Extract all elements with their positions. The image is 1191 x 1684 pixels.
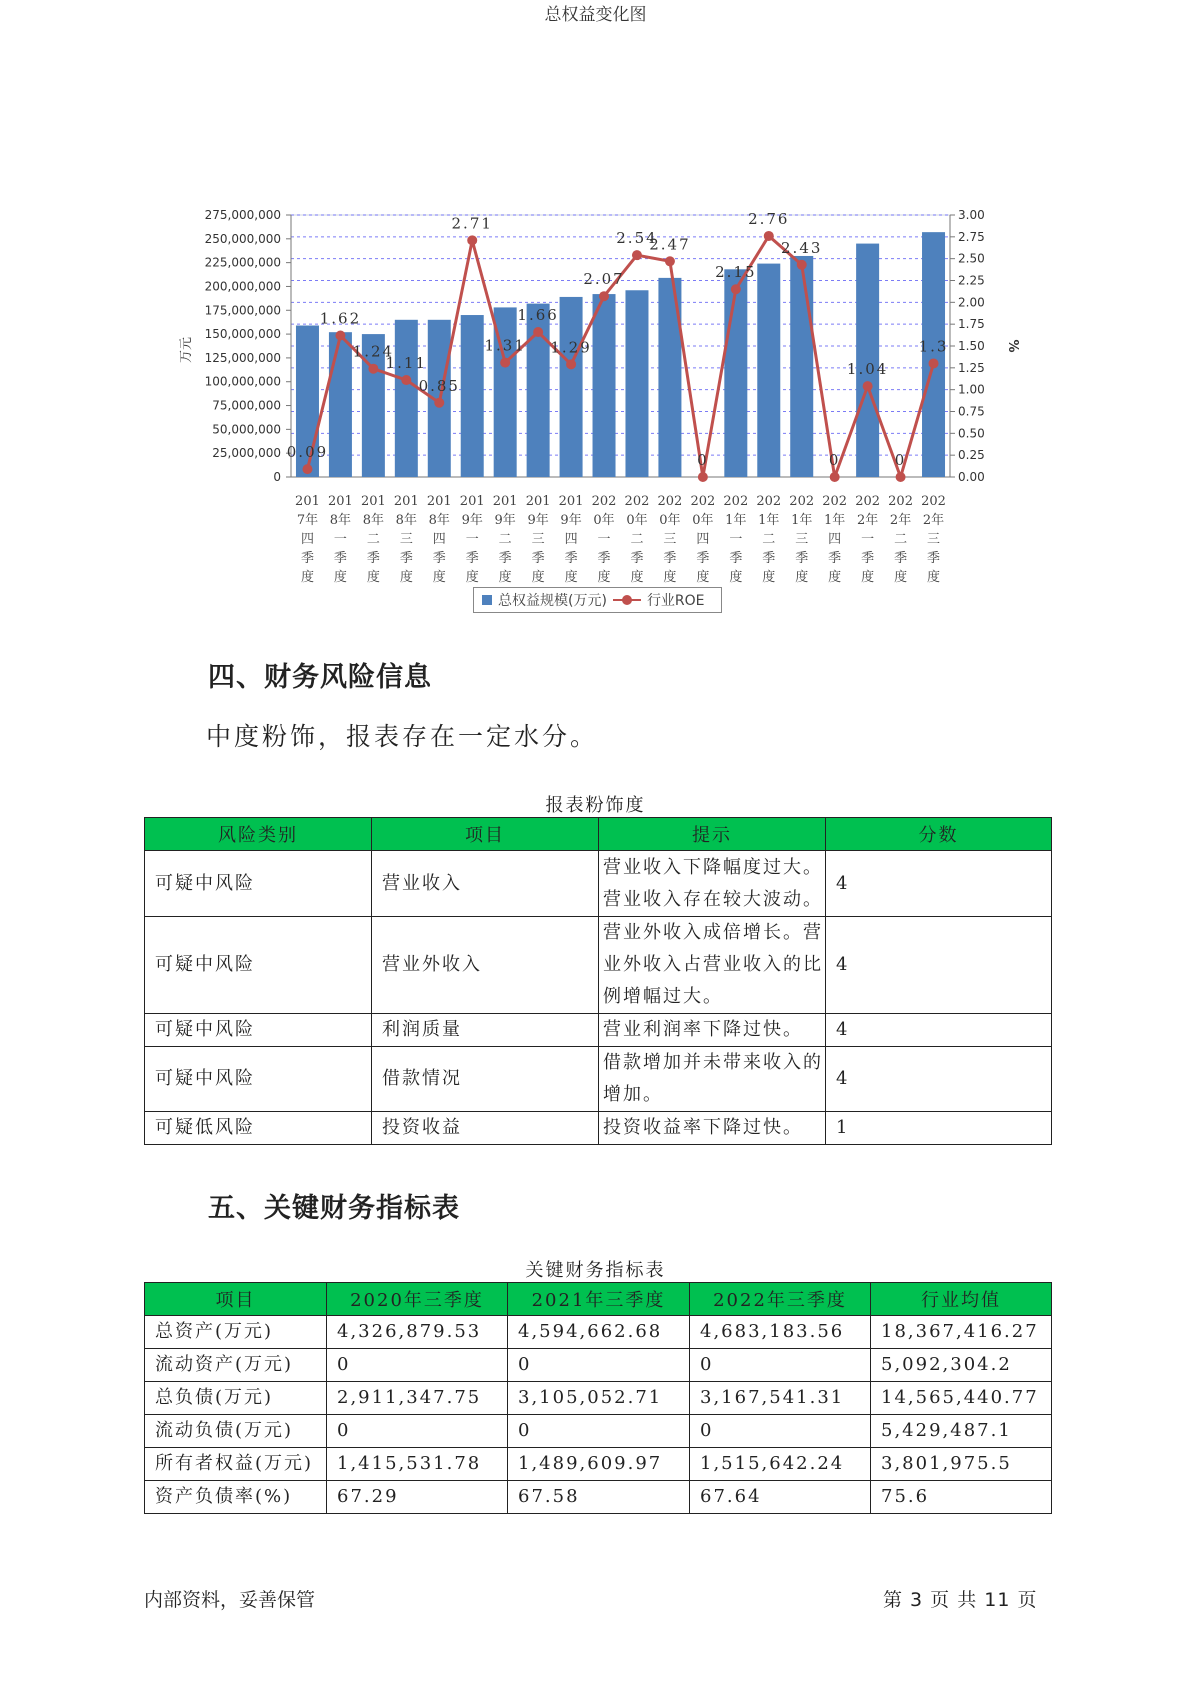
kpi-value: 14,565,440.77 [871,1382,1052,1415]
x-tick-label: 三 [663,532,677,547]
left-tick-label: 50,000,000 [212,422,281,437]
x-tick-label: 季 [663,551,677,566]
roe-point [830,472,840,482]
risk-score: 4 [826,1047,1052,1112]
x-tick-label: 度 [465,570,479,585]
kpi-value: 2,911,347.75 [327,1382,508,1415]
x-tick-label: 季 [894,551,908,566]
equity-chart [0,0,1191,600]
risk-score: 4 [826,851,1052,917]
x-tick-label: 二 [894,532,908,547]
x-tick-label: 9年 [527,513,549,528]
x-tick-label: 一 [465,532,479,547]
roe-data-label: 2.47 [649,235,691,254]
left-tick-label: 275,000,000 [204,208,281,222]
roe-data-label: 0 [828,451,841,469]
x-tick-label: 202 [591,494,617,509]
kpi-value: 0 [690,1415,871,1448]
x-tick-label: 一 [333,532,347,547]
x-tick-label: 201 [525,494,551,509]
table-row [145,1112,1052,1145]
x-tick-label: 季 [597,551,611,566]
x-tick-label: 0年 [626,513,648,528]
x-tick-label: 0年 [593,513,615,528]
risk-tip: 营业利润率下降过快。 [599,1014,826,1047]
kpi-value: 67.58 [508,1481,690,1514]
header-cell: 提示 [599,818,826,851]
section4-heading: 四、财务风险信息 [208,662,432,693]
x-tick-label: 202 [921,494,946,509]
risk-score: 4 [826,917,1052,1014]
risk-score: 1 [826,1112,1052,1145]
x-tick-label: 一 [597,532,611,547]
roe-data-label: 1.24 [352,342,395,361]
risk-item: 营业收入 [372,851,599,917]
kpi-value: 3,801,975.5 [871,1448,1052,1481]
x-tick-label: 度 [531,570,545,585]
header-cell: 风险类别 [145,818,372,851]
roe-data-label: 1.04 [846,360,889,379]
x-tick-label: 三 [795,532,809,547]
roe-point [401,375,411,385]
x-tick-label: 2年 [922,513,945,528]
roe-point [896,472,906,482]
risk-item: 借款情况 [372,1047,599,1112]
x-tick-label: 季 [399,551,413,566]
kpi-value: 0 [508,1415,690,1448]
risk-category: 可疑中风险 [145,1014,372,1047]
x-tick-label: 202 [690,494,716,509]
risk-tip: 借款增加并未带来收入的增加。 [599,1047,826,1112]
bar [724,269,747,477]
x-tick-label: 度 [927,570,941,585]
x-tick-label: 201 [328,494,353,509]
footer-page-number: 第 3 页 共 11 页 [883,1589,1038,1611]
roe-point [302,464,312,474]
roe-data-label: 1.66 [517,306,559,325]
bar [395,320,418,477]
x-tick-label: 度 [663,570,677,585]
kpi-name: 总资产(万元) [145,1316,327,1349]
right-tick-label: 1.50 [958,339,985,353]
kpi-value: 0 [327,1415,508,1448]
kpi-value: 3,167,541.31 [690,1382,871,1415]
kpi-value: 1,515,642.24 [690,1448,871,1481]
bar [329,332,352,477]
header-cell: 2021年三季度 [508,1283,690,1316]
risk-category: 可疑中风险 [145,917,372,1014]
roe-point [863,381,873,391]
x-tick-label: 8年 [362,513,385,528]
legend-line-swatch [613,594,641,606]
left-tick-label: 125,000,000 [204,350,281,365]
roe-data-label: 1.29 [550,338,592,357]
risk-tip: 营业外收入成倍增长。营业外收入占营业收入的比例增幅过大。 [599,917,826,1014]
kpi-value: 18,367,416.27 [871,1316,1052,1349]
right-tick-label: 0.00 [958,470,985,484]
kpi-value: 0 [690,1349,871,1382]
x-tick-label: 季 [564,551,578,566]
table-row [145,917,1052,1014]
header-cell: 行业均值 [871,1283,1052,1316]
x-tick-label: 季 [927,551,941,566]
x-tick-label: 季 [531,551,545,566]
x-tick-label: 9年 [494,513,516,528]
chart-legend [473,587,722,613]
chart-title: 总权益变化图 [544,5,647,25]
x-tick-label: 三 [927,532,941,547]
left-tick-label: 75,000,000 [212,398,281,413]
x-tick-label: 2年 [889,513,912,528]
x-tick-label: 201 [459,494,485,509]
roe-point [764,231,774,241]
bar [790,256,813,477]
x-tick-label: 二 [630,532,644,547]
x-tick-label: 9年 [560,513,582,528]
risk-category: 可疑低风险 [145,1112,372,1145]
bar [461,315,484,477]
x-tick-label: 季 [861,551,875,566]
x-tick-label: 二 [366,532,380,547]
kpi-value: 67.29 [327,1481,508,1514]
x-tick-label: 202 [756,494,782,509]
x-tick-label: 度 [432,570,446,585]
x-tick-label: 四 [564,532,578,547]
x-tick-label: 三 [531,532,545,547]
table-row [145,1481,1052,1514]
roe-point [500,358,510,368]
x-tick-label: 季 [498,551,512,566]
x-tick-label: 度 [366,570,380,585]
roe-point [368,364,378,374]
table-row [145,1382,1052,1415]
table-row [145,1014,1052,1047]
roe-point [632,250,642,260]
x-tick-label: 二 [762,532,776,547]
kpi-value: 3,105,052.71 [508,1382,690,1415]
risk-category: 可疑中风险 [145,1047,372,1112]
roe-point [434,398,444,408]
left-tick-label: 25,000,000 [212,446,281,461]
x-tick-label: 0年 [659,513,681,528]
x-tick-label: 一 [861,532,875,547]
roe-data-label: 0.09 [286,443,329,462]
x-tick-label: 四 [696,532,710,547]
kpi-value: 1,415,531.78 [327,1448,508,1481]
x-tick-label: 202 [822,494,848,509]
kpi-table [144,1282,1052,1514]
right-tick-label: 0.50 [958,426,985,441]
x-tick-label: 202 [723,494,749,509]
risk-category: 可疑中风险 [145,851,372,917]
right-tick-label: 0.75 [958,404,985,419]
bar [593,294,616,477]
roe-point [929,358,939,368]
roe-data-label: 2.15 [715,263,757,282]
x-tick-label: 1年 [824,513,846,528]
roe-point [797,260,807,270]
header-cell: 项目 [145,1283,327,1316]
x-tick-label: 1年 [758,513,780,528]
roe-data-label: 2.76 [748,209,790,228]
roe-data-label: 1.62 [319,309,362,328]
x-tick-label: 8年 [329,513,352,528]
header-cell: 分数 [826,818,1052,851]
roe-data-label: 1.11 [385,354,428,373]
x-tick-label: 季 [465,551,479,566]
x-tick-label: 201 [426,494,452,509]
x-tick-label: 度 [498,570,512,585]
x-tick-label: 度 [399,570,413,585]
x-tick-label: 202 [624,494,650,509]
x-tick-label: 二 [498,532,512,547]
roe-point [731,284,741,294]
kpi-value: 75.6 [871,1481,1052,1514]
table-row [145,1047,1052,1112]
kpi-value: 5,092,304.2 [871,1349,1052,1382]
x-tick-label: 度 [597,570,611,585]
x-tick-label: 度 [333,570,347,585]
roe-data-label: 2.54 [616,229,658,248]
risk-score: 4 [826,1014,1052,1047]
roe-data-label: 0 [894,451,907,469]
x-tick-label: 0年 [692,513,714,528]
x-tick-label: 7年 [296,513,319,528]
x-tick-label: 201 [393,494,419,509]
x-tick-label: 202 [855,494,881,509]
left-tick-label: 250,000,000 [204,231,281,246]
roe-data-label: 0.85 [418,376,460,395]
right-tick-label: 1.00 [958,382,985,397]
risk-item: 投资收益 [372,1112,599,1145]
left-tick-label: 225,000,000 [204,255,281,270]
right-tick-label: 0.25 [958,448,985,463]
kpi-table-header [145,1283,1052,1316]
risk-summary: 中度粉饰，报表存在一定水分。 [206,722,599,751]
risk-item: 营业外收入 [372,917,599,1014]
x-tick-label: 四 [300,532,314,547]
risk-item: 利润质量 [372,1014,599,1047]
x-tick-label: 202 [789,494,815,509]
x-tick-label: 1年 [791,513,813,528]
bar [757,264,780,477]
right-tick-label: 2.25 [958,273,985,288]
x-tick-label: 季 [366,551,380,566]
section5-heading: 五、关键财务指标表 [208,1193,460,1224]
x-tick-label: 8年 [428,513,450,528]
roe-data-label: 1.31 [484,336,526,355]
x-tick-label: 季 [795,551,809,566]
x-tick-label: 度 [564,570,578,585]
x-tick-label: 9年 [461,513,483,528]
risk-tip: 投资收益率下降过快。 [599,1112,826,1145]
x-tick-label: 201 [492,494,518,509]
x-tick-label: 1年 [725,513,747,528]
right-tick-label: 3.00 [958,208,985,222]
x-tick-label: 202 [657,494,683,509]
x-tick-label: 2年 [856,513,879,528]
left-axis-title: 万元 [179,336,194,364]
roe-point [665,256,675,266]
x-tick-label: 度 [630,570,644,585]
roe-data-label: 2.43 [781,238,823,257]
x-tick-label: 度 [696,570,710,585]
x-tick-label: 度 [861,570,875,585]
kpi-table-caption: 关键财务指标表 [525,1260,666,1281]
kpi-name: 流动资产(万元) [145,1349,327,1382]
footer-confidential: 内部资料，妥善保管 [144,1589,316,1611]
x-tick-label: 季 [696,551,710,566]
kpi-value: 4,326,879.53 [327,1316,508,1349]
kpi-name: 所有者权益(万元) [145,1448,327,1481]
kpi-value: 4,594,662.68 [508,1316,690,1349]
table-row [145,1448,1052,1481]
kpi-name: 资产负债率(%) [145,1481,327,1514]
header-cell: 2022年三季度 [690,1283,871,1316]
kpi-value: 67.64 [690,1481,871,1514]
kpi-value: 4,683,183.56 [690,1316,871,1349]
x-tick-label: 季 [828,551,842,566]
header-cell: 2020年三季度 [327,1283,508,1316]
left-tick-label: 0 [273,470,281,484]
x-tick-label: 度 [828,570,842,585]
x-tick-label: 四 [432,532,446,547]
table-row [145,1415,1052,1448]
left-tick-label: 100,000,000 [204,374,281,389]
right-tick-label: 1.25 [958,360,985,375]
x-tick-label: 季 [762,551,776,566]
bar [625,290,648,477]
x-tick-label: 8年 [395,513,417,528]
kpi-value: 1,489,609.97 [508,1448,690,1481]
x-tick-label: 季 [729,551,743,566]
x-tick-label: 202 [888,494,913,509]
risk-table-header [145,818,1052,851]
roe-point [566,359,576,369]
x-tick-label: 季 [432,551,446,566]
risk-tip: 营业收入下降幅度过大。营业收入存在较大波动。 [599,851,826,917]
x-tick-label: 四 [828,532,842,547]
kpi-value: 0 [327,1349,508,1382]
x-tick-label: 季 [300,551,314,566]
risk-table-caption: 报表粉饰度 [545,795,646,816]
x-tick-label: 度 [300,570,314,585]
x-tick-label: 度 [894,570,908,585]
legend-bar-label: 总权益规模(万元) [498,593,607,609]
kpi-name: 流动负债(万元) [145,1415,327,1448]
right-tick-label: 2.00 [958,295,985,310]
x-tick-label: 三 [399,532,413,547]
kpi-value: 0 [508,1349,690,1382]
right-tick-label: 2.75 [958,229,985,244]
x-tick-label: 201 [360,494,386,509]
legend-line-label: 行业ROE [646,593,705,609]
roe-point [698,472,708,482]
kpi-name: 总负债(万元) [145,1382,327,1415]
bar [560,297,583,477]
legend-bar-swatch [482,595,492,605]
x-tick-label: 201 [295,494,320,509]
right-axis-title: % [1005,339,1020,353]
risk-table [144,817,1052,1145]
x-tick-label: 度 [762,570,776,585]
right-tick-label: 2.50 [958,251,985,266]
table-row [145,851,1052,917]
kpi-value: 5,429,487.1 [871,1415,1052,1448]
left-tick-label: 175,000,000 [204,303,281,318]
table-row [145,1349,1052,1382]
x-tick-label: 季 [630,551,644,566]
x-tick-label: 一 [729,532,743,547]
x-tick-label: 201 [558,494,584,509]
left-tick-label: 150,000,000 [204,327,281,342]
roe-point [335,331,345,341]
roe-point [467,235,477,245]
x-tick-label: 度 [729,570,743,585]
table-row [145,1316,1052,1349]
x-tick-label: 度 [795,570,809,585]
roe-point [533,327,543,337]
roe-data-label: 2.71 [451,214,493,233]
header-cell: 项目 [372,818,599,851]
right-tick-label: 1.75 [958,317,985,332]
roe-data-label: 0 [697,451,709,469]
roe-point [599,291,609,301]
x-tick-label: 季 [333,551,347,566]
roe-data-label: 1.3 [918,337,949,356]
roe-data-label: 2.07 [583,270,625,289]
left-tick-label: 200,000,000 [204,279,281,294]
